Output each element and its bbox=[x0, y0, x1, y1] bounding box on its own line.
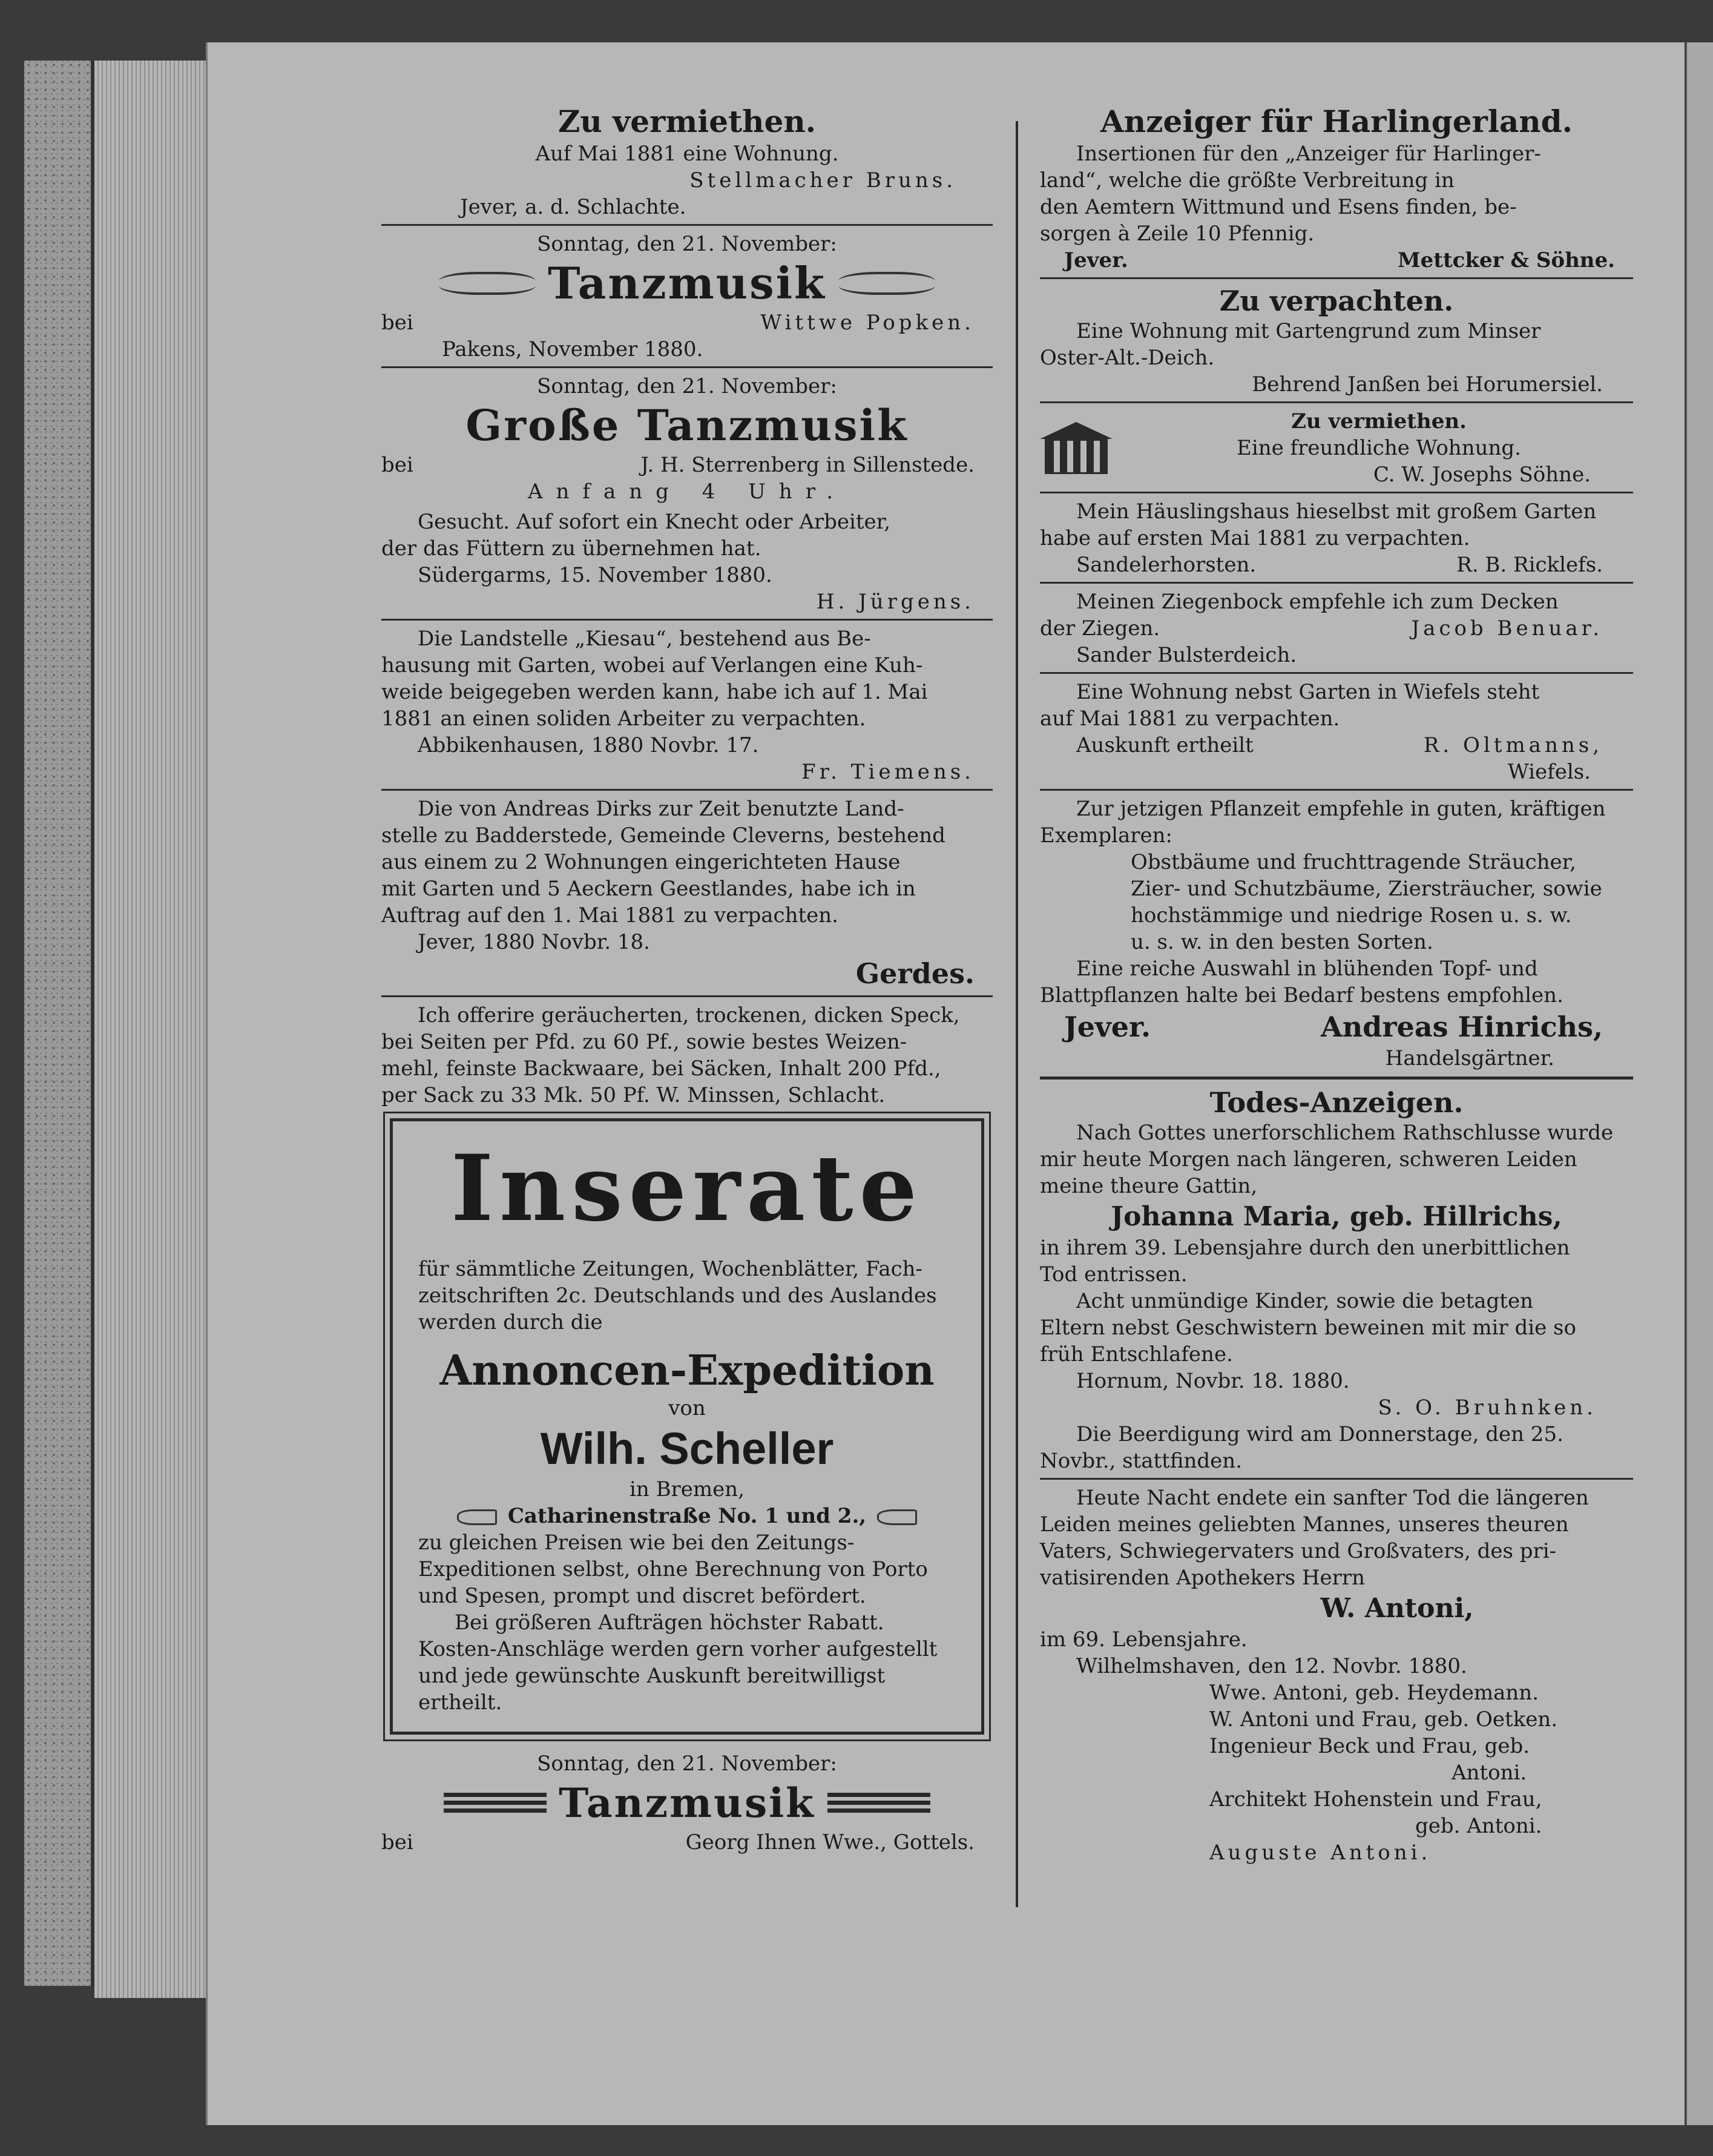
ad-title: Tanzmusik bbox=[559, 1779, 815, 1827]
ad-line: stelle zu Badderstede, Gemeinde Cleverns, bestehend bbox=[381, 823, 945, 848]
ad-signer: Antoni. bbox=[1452, 1761, 1527, 1785]
ad-item: u. s. w. in den besten Sorten. bbox=[1131, 930, 1433, 954]
box-line: und Spesen, prompt und discret befördert. bbox=[418, 1584, 866, 1608]
ad-start: Anfang 4 Uhr. bbox=[527, 480, 847, 504]
ad-line: Oster-Alt.-Deich. bbox=[1040, 346, 1215, 370]
ad-line: Zur jetzigen Pflanzeit empfehle in guten, kräftigen bbox=[1076, 797, 1606, 821]
ad-gesucht bbox=[381, 509, 993, 615]
ad-line: früh Entschlafene. bbox=[1040, 1342, 1233, 1366]
ad-zu-vermiethen bbox=[381, 103, 993, 220]
ad-title: Zu vermiethen. bbox=[1291, 409, 1467, 434]
ad-place: Sandelerhorsten. bbox=[1076, 553, 1257, 577]
ad-title: Anzeiger für Harlingerland. bbox=[1100, 104, 1573, 139]
ad-host: Georg Ihnen Wwe., Gottels. bbox=[685, 1830, 975, 1854]
ad-place: Jever, 1880 Novbr. 18. bbox=[418, 930, 650, 954]
ad-body: Eine freundliche Wohnung. bbox=[1237, 436, 1521, 460]
ad-role: Handelsgärtner. bbox=[1385, 1046, 1554, 1070]
ad-line: meine theure Gattin, bbox=[1040, 1174, 1258, 1198]
ad-line: der Ziegen. bbox=[1040, 616, 1160, 641]
ad-host: Wittwe Popken. bbox=[760, 311, 975, 335]
ad-signer: geb. Antoni. bbox=[1415, 1814, 1542, 1838]
box-name: Wilh. Scheller bbox=[540, 1423, 834, 1474]
page-edges bbox=[94, 61, 209, 1998]
ad-landstelle-badderstede bbox=[381, 796, 993, 992]
box-line: für sämmtliche Zeitungen, Wochenblätter, Fach- bbox=[418, 1257, 923, 1281]
ad-bei: bei bbox=[381, 311, 413, 335]
divider-heavy bbox=[1040, 1076, 1633, 1080]
ad-place: Hornum, Novbr. 18. 1880. bbox=[1076, 1369, 1350, 1393]
ad-place: Pakens, November 1880. bbox=[442, 337, 703, 361]
ad-line: mehl, feinste Backwaare, bei Säcken, Inhalt 200 Pfd., bbox=[381, 1057, 941, 1081]
pointing-hand-icon bbox=[877, 1509, 917, 1525]
ad-line: Heute Nacht endete ein sanfter Tod die längeren bbox=[1076, 1486, 1589, 1510]
ad-signer: R. Oltmanns, bbox=[1423, 733, 1603, 757]
ad-host-row bbox=[381, 1829, 993, 1856]
ad-line: Nach Gottes unerforschlichem Rathschlusse wurde bbox=[1076, 1121, 1614, 1145]
house-icon bbox=[1040, 422, 1113, 474]
ad-signer: Gerdes. bbox=[855, 957, 975, 990]
ad-item: Zier- und Schutzbäume, Ziersträucher, sowie bbox=[1131, 877, 1602, 901]
ad-signer: Behrend Janßen bei Horumersiel. bbox=[1252, 372, 1603, 397]
ad-line: aus einem zu 2 Wohnungen eingerichteten Hause bbox=[381, 850, 901, 874]
ad-title-row bbox=[381, 257, 993, 309]
ad-inserate-box bbox=[390, 1118, 984, 1735]
divider bbox=[1040, 789, 1633, 791]
box-line: ertheilt. bbox=[418, 1690, 502, 1715]
ad-signer: H. Jürgens. bbox=[816, 590, 975, 614]
ad-title: Große Tanzmusik bbox=[465, 400, 909, 450]
ad-haeuslingshaus bbox=[1040, 498, 1633, 578]
ad-signer: Andreas Hinrichs, bbox=[1321, 1010, 1603, 1043]
ad-title: Tanzmusik bbox=[548, 257, 826, 309]
box-line: Kosten-Anschläge werden gern vorher aufgestellt bbox=[418, 1637, 938, 1661]
ad-host: J. H. Sterrenberg in Sillenstede. bbox=[640, 453, 975, 477]
ad-signer: Fr. Tiemens. bbox=[801, 760, 975, 784]
next-page-edge bbox=[1686, 42, 1713, 2125]
ad-line: Meinen Ziegenbock empfehle ich zum Decken bbox=[1076, 590, 1559, 614]
ad-signer: W. Antoni und Frau, geb. Oetken. bbox=[1209, 1707, 1558, 1732]
ad-line: mit Garten und 5 Aeckern Geestlandes, habe ich in bbox=[381, 877, 916, 901]
ad-signer: Auguste Antoni. bbox=[1209, 1841, 1432, 1865]
ad-line: vatisirenden Apothekers Herrn bbox=[1040, 1566, 1366, 1590]
ad-host-row bbox=[381, 309, 993, 336]
box-line: werden durch die bbox=[418, 1310, 603, 1334]
box-line: und jede gewünschte Auskunft bereitwilligst bbox=[418, 1664, 886, 1688]
ad-zu-verpachten bbox=[1040, 284, 1633, 398]
ad-place: Wiefels. bbox=[1507, 760, 1591, 784]
ad-line: Die Beerdigung wird am Donnerstage, den 25. bbox=[1076, 1422, 1563, 1446]
ad-signer: S. O. Bruhnken. bbox=[1378, 1396, 1597, 1420]
ad-sign-row bbox=[1040, 615, 1633, 642]
ad-place: Sander Bulsterdeich. bbox=[1076, 643, 1297, 667]
right-column bbox=[1040, 103, 1633, 1866]
ad-grosse-tanzmusik bbox=[381, 373, 993, 505]
ad-line: Auftrag auf den 1. Mai 1881 zu verpachten. bbox=[381, 903, 838, 928]
ad-line: in ihrem 39. Lebensjahre durch den unerbittlichen bbox=[1040, 1236, 1570, 1260]
ad-signer: C. W. Josephs Söhne. bbox=[1373, 463, 1591, 487]
ad-zu-vermiethen-josephs bbox=[1040, 408, 1633, 488]
ad-line: mir heute Morgen nach längeren, schweren Leiden bbox=[1040, 1147, 1577, 1172]
ad-todesanzeige-hillrichs bbox=[1040, 1086, 1633, 1474]
ad-sign-row bbox=[1040, 1009, 1633, 1045]
ad-title: Zu verpachten. bbox=[1219, 285, 1454, 317]
ad-anzeiger-harlingerland bbox=[1040, 103, 1633, 274]
ad-line: per Sack zu 33 Mk. 50 Pf. W. Minssen, Schlacht. bbox=[381, 1083, 886, 1107]
ad-place: Jever, a. d. Schlachte. bbox=[460, 195, 686, 219]
ad-signer: Jacob Benuar. bbox=[1411, 616, 1603, 641]
ad-line: Eine reiche Auswahl in blühenden Topf- und bbox=[1076, 957, 1538, 981]
ad-line: Gesucht. Auf sofort ein Knecht oder Arbeiter, bbox=[418, 510, 891, 534]
ad-line: bei Seiten per Pfd. zu 60 Pf., sowie bestes Weizen- bbox=[381, 1030, 907, 1054]
ad-line: Die von Andreas Dirks zur Zeit benutzte Land- bbox=[418, 797, 904, 821]
ad-bei: bei bbox=[381, 453, 413, 477]
ad-line: Novbr., stattfinden. bbox=[1040, 1449, 1243, 1473]
ad-line: Mein Häuslingshaus hieselbst mit großem Garten bbox=[1076, 499, 1597, 524]
ad-place: Südergarms, 15. November 1880. bbox=[418, 563, 772, 587]
ornament-bars-left bbox=[444, 1793, 547, 1813]
ad-signer: Mettcker & Söhne. bbox=[1398, 248, 1615, 272]
ad-line: Ich offerire geräucherten, trockenen, dicken Speck, bbox=[418, 1003, 960, 1027]
ad-line: Leiden meines geliebten Mannes, unseres theuren bbox=[1040, 1512, 1569, 1537]
pointing-hand-icon bbox=[457, 1509, 497, 1525]
ad-signer: Wwe. Antoni, geb. Heydemann. bbox=[1209, 1681, 1539, 1705]
ad-sign-row bbox=[1040, 552, 1633, 578]
divider bbox=[381, 224, 993, 226]
ad-line: Insertionen für den „Anzeiger für Harlinger- bbox=[1076, 142, 1541, 166]
ad-tanzmusik-ihnen bbox=[381, 1750, 993, 1856]
ad-title: Zu vermiethen. bbox=[557, 104, 817, 139]
ad-pflanzen-hinrichs bbox=[1040, 796, 1633, 1072]
ornament-right bbox=[838, 272, 935, 295]
ad-line: 1881 an einen soliden Arbeiter zu verpachten. bbox=[381, 707, 866, 731]
ad-bei: bei bbox=[381, 1830, 413, 1854]
ad-signer: Ingenieur Beck und Frau, geb. bbox=[1209, 1734, 1530, 1758]
ad-sign-row bbox=[1040, 732, 1633, 759]
ad-wohnung-wiefels bbox=[1040, 679, 1633, 785]
ad-line: weide beigegeben werden kann, habe ich auf 1. Mai bbox=[381, 680, 928, 704]
ad-landstelle-kiesau bbox=[381, 625, 993, 785]
divider bbox=[1040, 582, 1633, 584]
ad-place: Jever. bbox=[1064, 1010, 1151, 1043]
ad-line: auf Mai 1881 zu verpachten. bbox=[1040, 707, 1340, 731]
ad-item: hochstämmige und niedrige Rosen u. s. w. bbox=[1131, 903, 1572, 928]
ad-signer: R. B. Ricklefs. bbox=[1456, 553, 1603, 577]
ad-line: den Aemtern Wittmund und Esens finden, be- bbox=[1040, 195, 1517, 219]
ad-age: im 69. Lebensjahre. bbox=[1040, 1627, 1248, 1652]
ad-line: der das Füttern zu übernehmen hat. bbox=[381, 536, 761, 561]
ad-text bbox=[1125, 408, 1633, 488]
ad-date: Sonntag, den 21. November: bbox=[537, 1752, 837, 1776]
ornament-left bbox=[439, 272, 536, 295]
ad-todesanzeige-antoni bbox=[1040, 1485, 1633, 1866]
ad-sign-row bbox=[1040, 247, 1633, 274]
ad-tanzmusik-popken bbox=[381, 231, 993, 363]
divider bbox=[1040, 401, 1633, 403]
ad-date: Sonntag, den 21. November: bbox=[537, 232, 837, 256]
book-cover-edge bbox=[24, 61, 94, 1986]
box-von: von bbox=[668, 1396, 706, 1420]
ad-date: Sonntag, den 21. November: bbox=[537, 374, 837, 398]
ad-line: Blattpflanzen halte bei Bedarf bestens empfohlen. bbox=[1040, 983, 1563, 1007]
divider bbox=[381, 789, 993, 791]
ad-line: Die Landstelle „Kiesau“, bestehend aus Be- bbox=[418, 627, 871, 651]
box-line: Bei größeren Aufträgen höchster Rabatt. bbox=[455, 1610, 884, 1635]
ad-place: Abbikenhausen, 1880 Novbr. 17. bbox=[418, 733, 759, 757]
ad-host-row bbox=[381, 452, 993, 478]
box-city: in Bremen, bbox=[629, 1477, 745, 1502]
ad-line: hausung mit Garten, wobei auf Verlangen eine Kuh- bbox=[381, 653, 923, 677]
ad-line: land“, welche die größte Verbreitung in bbox=[1040, 168, 1455, 193]
ad-line: Acht unmündige Kinder, sowie die betagten bbox=[1076, 1289, 1533, 1313]
ad-place: Wilhelmshaven, den 12. Novbr. 1880. bbox=[1076, 1654, 1467, 1678]
box-line: zeitschriften 2c. Deutschlands und des Auslandes bbox=[418, 1284, 937, 1308]
ad-line: Exemplaren: bbox=[1040, 823, 1172, 848]
ad-title: Todes-Anzeigen. bbox=[1209, 1086, 1464, 1119]
ad-signer: Architekt Hohenstein und Frau, bbox=[1209, 1787, 1542, 1812]
ad-line: Tod entrissen. bbox=[1040, 1262, 1188, 1287]
box-expedition: Annoncen-Expedition bbox=[439, 1347, 935, 1395]
ornament-bars-right bbox=[827, 1793, 930, 1813]
ad-label: Auskunft ertheilt bbox=[1076, 733, 1254, 757]
ad-line: Vaters, Schwiegervaters und Großvaters, des pri- bbox=[1040, 1539, 1557, 1563]
box-title: Inserate bbox=[450, 1135, 924, 1242]
ad-line: Eine Wohnung nebst Garten in Wiefels steht bbox=[1076, 680, 1540, 704]
ad-name: W. Antoni, bbox=[1320, 1593, 1474, 1624]
divider bbox=[1040, 672, 1633, 674]
ad-line: habe auf ersten Mai 1881 zu verpachten. bbox=[1040, 526, 1470, 550]
divider bbox=[1040, 277, 1633, 279]
left-column bbox=[381, 103, 993, 1856]
divider bbox=[1040, 1478, 1633, 1480]
box-line: Expeditionen selbst, ohne Berechnung von Porto bbox=[418, 1557, 928, 1581]
ad-speck bbox=[381, 1002, 993, 1109]
box-line: zu gleichen Preisen wie bei den Zeitungs- bbox=[418, 1531, 855, 1555]
ad-line: sorgen à Zeile 10 Pfennig. bbox=[1040, 222, 1315, 246]
ad-line: Eine Wohnung mit Gartengrund zum Minser bbox=[1076, 319, 1541, 343]
box-street: Catharinenstraße No. 1 und 2., bbox=[507, 1504, 867, 1528]
divider bbox=[1040, 492, 1633, 493]
ad-title-row bbox=[381, 1777, 993, 1829]
column-divider bbox=[1016, 121, 1018, 1907]
ad-name: Johanna Maria, geb. Hillrichs, bbox=[1111, 1201, 1562, 1232]
divider bbox=[381, 619, 993, 621]
ad-body: Auf Mai 1881 eine Wohnung. bbox=[535, 142, 839, 166]
ad-ziegenbock bbox=[1040, 588, 1633, 668]
divider bbox=[381, 995, 993, 997]
divider bbox=[381, 366, 993, 368]
ad-signer: Stellmacher Bruns. bbox=[689, 168, 956, 193]
ad-place: Jever. bbox=[1064, 248, 1128, 272]
box-street-row bbox=[406, 1503, 968, 1529]
ad-item: Obstbäume und fruchttragende Sträucher, bbox=[1131, 850, 1576, 874]
ad-line: Eltern nebst Geschwistern beweinen mit mir die so bbox=[1040, 1316, 1576, 1340]
